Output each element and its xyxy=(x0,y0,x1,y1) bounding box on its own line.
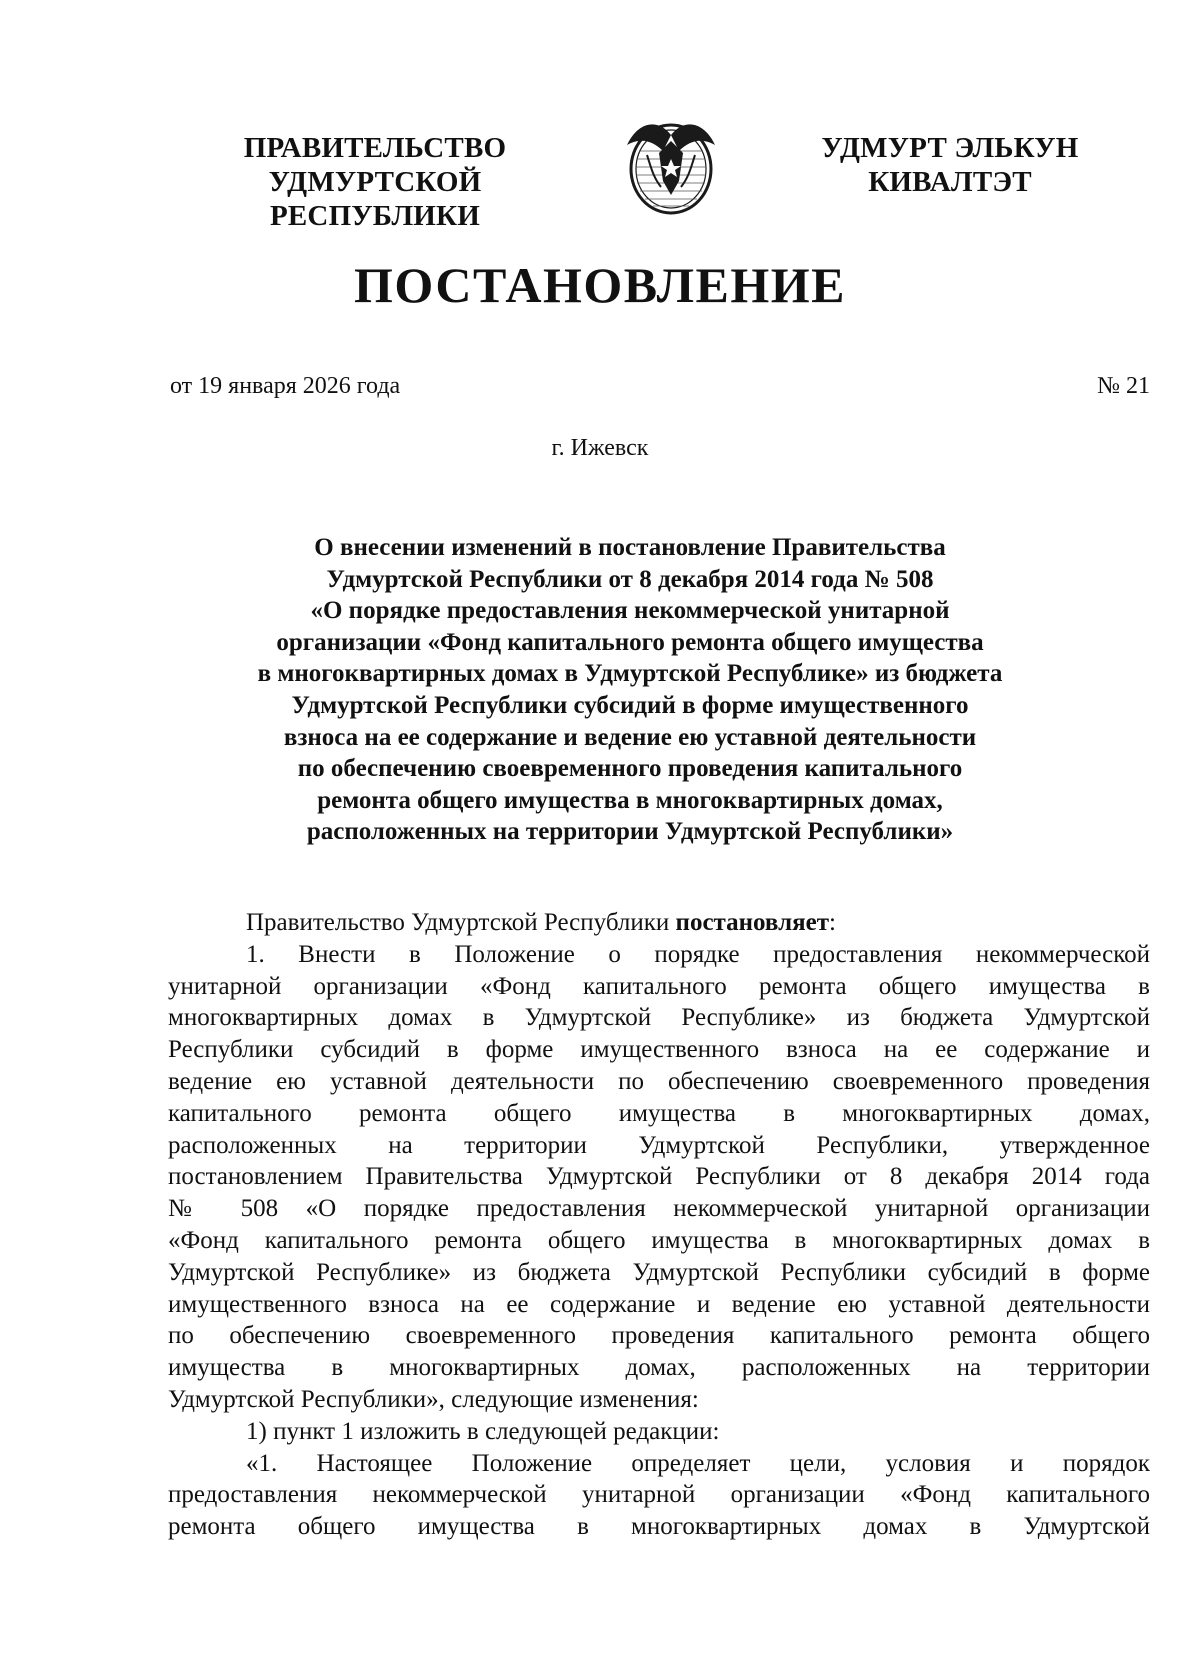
document-body xyxy=(168,907,1150,1543)
government-name-udmurt-line-2: КИВАЛТЭТ xyxy=(868,166,1032,198)
body-line: капитального ремонта общего имущества в многоквартирных домах, xyxy=(168,1099,1150,1127)
coat-of-arms-icon xyxy=(617,111,725,221)
body-line: ремонта общего имущества в многоквартирных домах в Удмуртской xyxy=(168,1513,1150,1541)
title-line: по обеспечению своевременного проведения капитального xyxy=(297,755,963,783)
body-line: № 508 «О порядке предоставления некоммерческой унитарной организации xyxy=(168,1195,1150,1223)
government-name-line-1: ПРАВИТЕЛЬСТВО xyxy=(243,132,507,164)
body-line: Удмуртской Республики», следующие изменения: xyxy=(168,1385,699,1413)
intro-verb: постановляет xyxy=(675,909,830,936)
title-line: организации «Фонд капитального ремонта общего имущества xyxy=(276,628,984,656)
body-line: унитарной организации «Фонд капитального ремонта общего имущества в xyxy=(168,972,1150,1000)
government-name-russian xyxy=(165,131,585,233)
body-line: имущества в многоквартирных домах, расположенных на территории xyxy=(168,1354,1150,1382)
intro-colon: : xyxy=(829,909,836,936)
title-line: ремонта общего имущества в многоквартирных домах, xyxy=(317,786,943,814)
body-line: ведение ею уставной деятельности по обеспечению своевременного проведения xyxy=(168,1067,1150,1095)
title-line: «О порядке предоставления некоммерческой унитарной xyxy=(310,597,950,625)
government-name-udmurt-line-1: УДМУРТ ЭЛЬКУН xyxy=(821,132,1079,164)
body-line: расположенных на территории Удмуртской Республики, утвержденное xyxy=(168,1131,1150,1159)
title-line: О внесении изменений в постановление Правительства xyxy=(314,534,946,561)
title-line: Удмуртской Республики от 8 декабря 2014 года № 508 xyxy=(326,565,934,593)
title-line: в многоквартирных домах в Удмуртской Республике» из бюджета xyxy=(257,660,1003,688)
body-line: 1) пункт 1 изложить в следующей редакции: xyxy=(246,1417,720,1445)
government-name-udmurt xyxy=(810,131,1090,199)
body-line: по обеспечению своевременного проведения капитального ремонта общего xyxy=(168,1322,1150,1350)
document-city: г. Ижевск xyxy=(551,435,649,461)
body-line: 1. Внести в Положение о порядке предоставления некоммерческой xyxy=(246,940,1150,968)
title-line: Удмуртской Республики субсидий в форме имущественного xyxy=(291,691,969,719)
title-line: расположенных на территории Удмуртской Республики» xyxy=(306,818,954,846)
document-date: от 19 января 2026 года xyxy=(170,373,401,399)
document-type-heading: ПОСТАНОВЛЕНИЕ xyxy=(354,257,846,313)
title-line: взноса на ее содержание и ведение ею уставной деятельности xyxy=(283,723,977,751)
body-line: постановлением Правительства Удмуртской Республики от 8 декабря 2014 года xyxy=(168,1163,1150,1191)
intro-text: Правительство Удмуртской Республики xyxy=(246,909,676,936)
body-line: многоквартирных домах в Удмуртской Республике» из бюджета Удмуртской xyxy=(168,1004,1150,1032)
document-title xyxy=(200,532,1060,848)
body-line: «Фонд капитального ремонта общего имущества в многоквартирных домах в xyxy=(168,1226,1150,1254)
body-line: «1. Настоящее Положение определяет цели, условия и порядок xyxy=(246,1449,1150,1477)
body-line: Удмуртской Республике» из бюджета Удмуртской Республики субсидий в форме xyxy=(168,1258,1150,1286)
document-number: № 21 xyxy=(1097,373,1150,399)
body-line: имущественного взноса на ее содержание и ведение ею уставной деятельности xyxy=(168,1290,1150,1318)
body-intro-line xyxy=(168,907,1150,939)
body-line: предоставления некоммерческой унитарной организации «Фонд капитального xyxy=(168,1481,1150,1509)
body-line: Республики субсидий в форме имущественного взноса на ее содержание и xyxy=(168,1036,1150,1064)
government-name-line-2: УДМУРТСКОЙ РЕСПУБЛИКИ xyxy=(268,166,482,232)
